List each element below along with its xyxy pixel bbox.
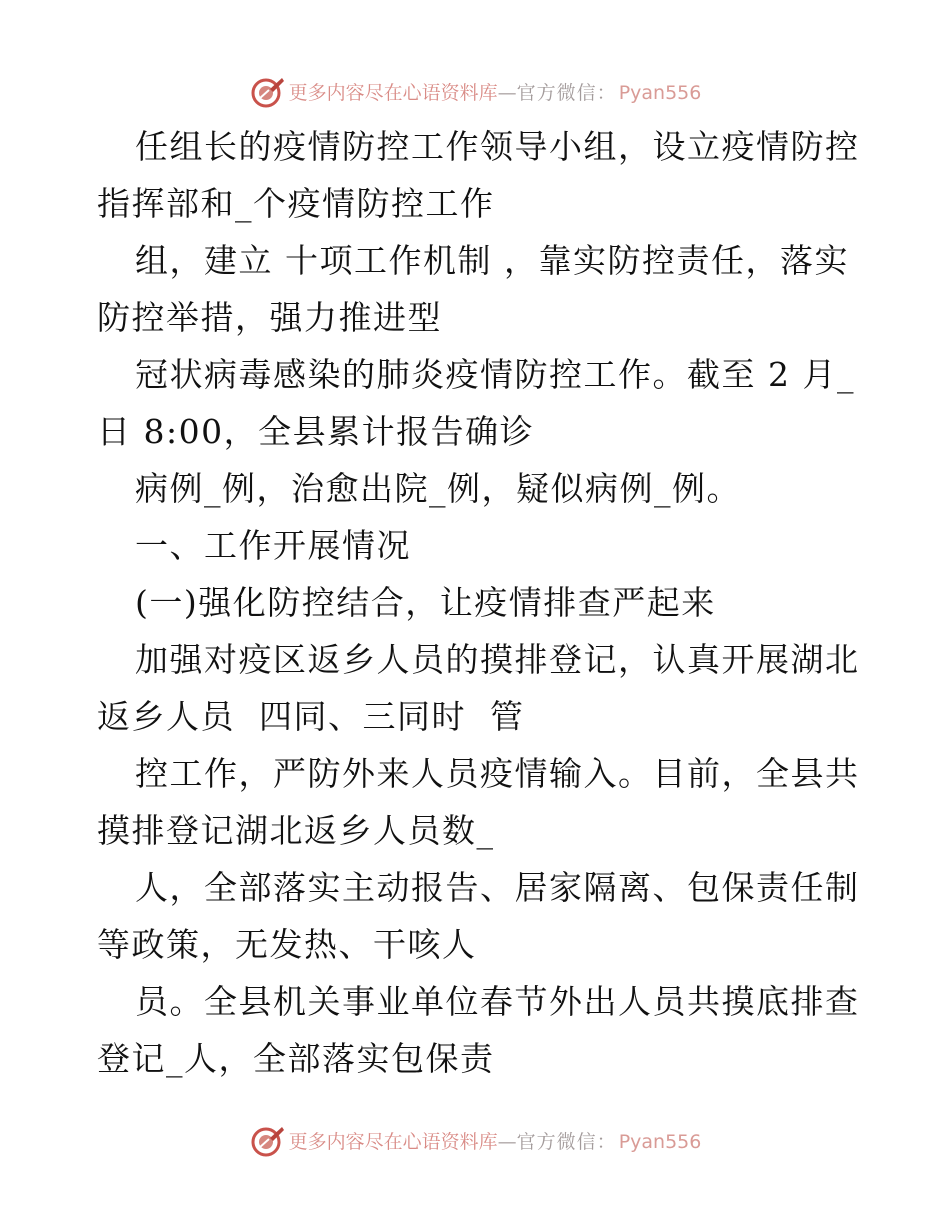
text-line: 控工作，严防外来人员疫情输入。目前，全县共: [135, 754, 860, 793]
watermark-site-text: 更多内容尽在心语资料库: [288, 82, 498, 104]
section-heading: 一、工作开展情况: [135, 526, 411, 565]
text-line: 组，建立 十项工作机制 ，靠实防控责任，落实: [135, 241, 849, 280]
text-line: 防控举措，强力推进型: [97, 298, 442, 337]
text-line: 冠状病毒感染的肺炎疫情防控工作。截至 2 月_: [135, 355, 855, 394]
pen-logo-icon: [249, 1124, 285, 1160]
watermark-wechat-id: Pyan556: [618, 1131, 702, 1153]
text-line: 登记_人，全部落实包保责: [97, 1039, 495, 1078]
text-line: 员。全县机关事业单位春节外出人员共摸底排查: [135, 982, 860, 1021]
watermark-dash: —: [497, 82, 517, 104]
text-line: 日 8:00，全县累计报告确诊: [97, 412, 535, 451]
watermark-site-text: 更多内容尽在心语资料库: [288, 1131, 498, 1153]
text-line: 任组长的疫情防控工作领导小组，设立疫情防控: [135, 127, 860, 166]
watermark-dash: —: [497, 1131, 517, 1153]
text-line: 人，全部落实主动报告、居家隔离、包保责任制: [135, 868, 860, 907]
subsection-heading: (一)强化防控结合，让疫情排查严起来: [135, 583, 716, 622]
text-line: 等政策，无发热、干咳人: [97, 925, 477, 964]
watermark-official-text: 官方微信：: [516, 1131, 617, 1153]
text-line: 病例_例，治愈出院_例，疑似病例_例。: [135, 469, 741, 508]
watermark-wechat-id: Pyan556: [618, 82, 702, 104]
text-line: 返乡人员 四同、三同时 管: [97, 697, 525, 736]
document-body: [97, 118, 860, 1087]
text-line: 摸排登记湖北返乡人员数_: [97, 811, 495, 850]
watermark-header: [0, 75, 950, 111]
watermark-footer: [0, 1124, 950, 1160]
text-line: 指挥部和_个疫情防控工作: [97, 184, 495, 223]
pen-logo-icon: [249, 75, 285, 111]
watermark-official-text: 官方微信：: [516, 82, 617, 104]
text-line: 加强对疫区返乡人员的摸排登记，认真开展湖北: [135, 640, 860, 679]
